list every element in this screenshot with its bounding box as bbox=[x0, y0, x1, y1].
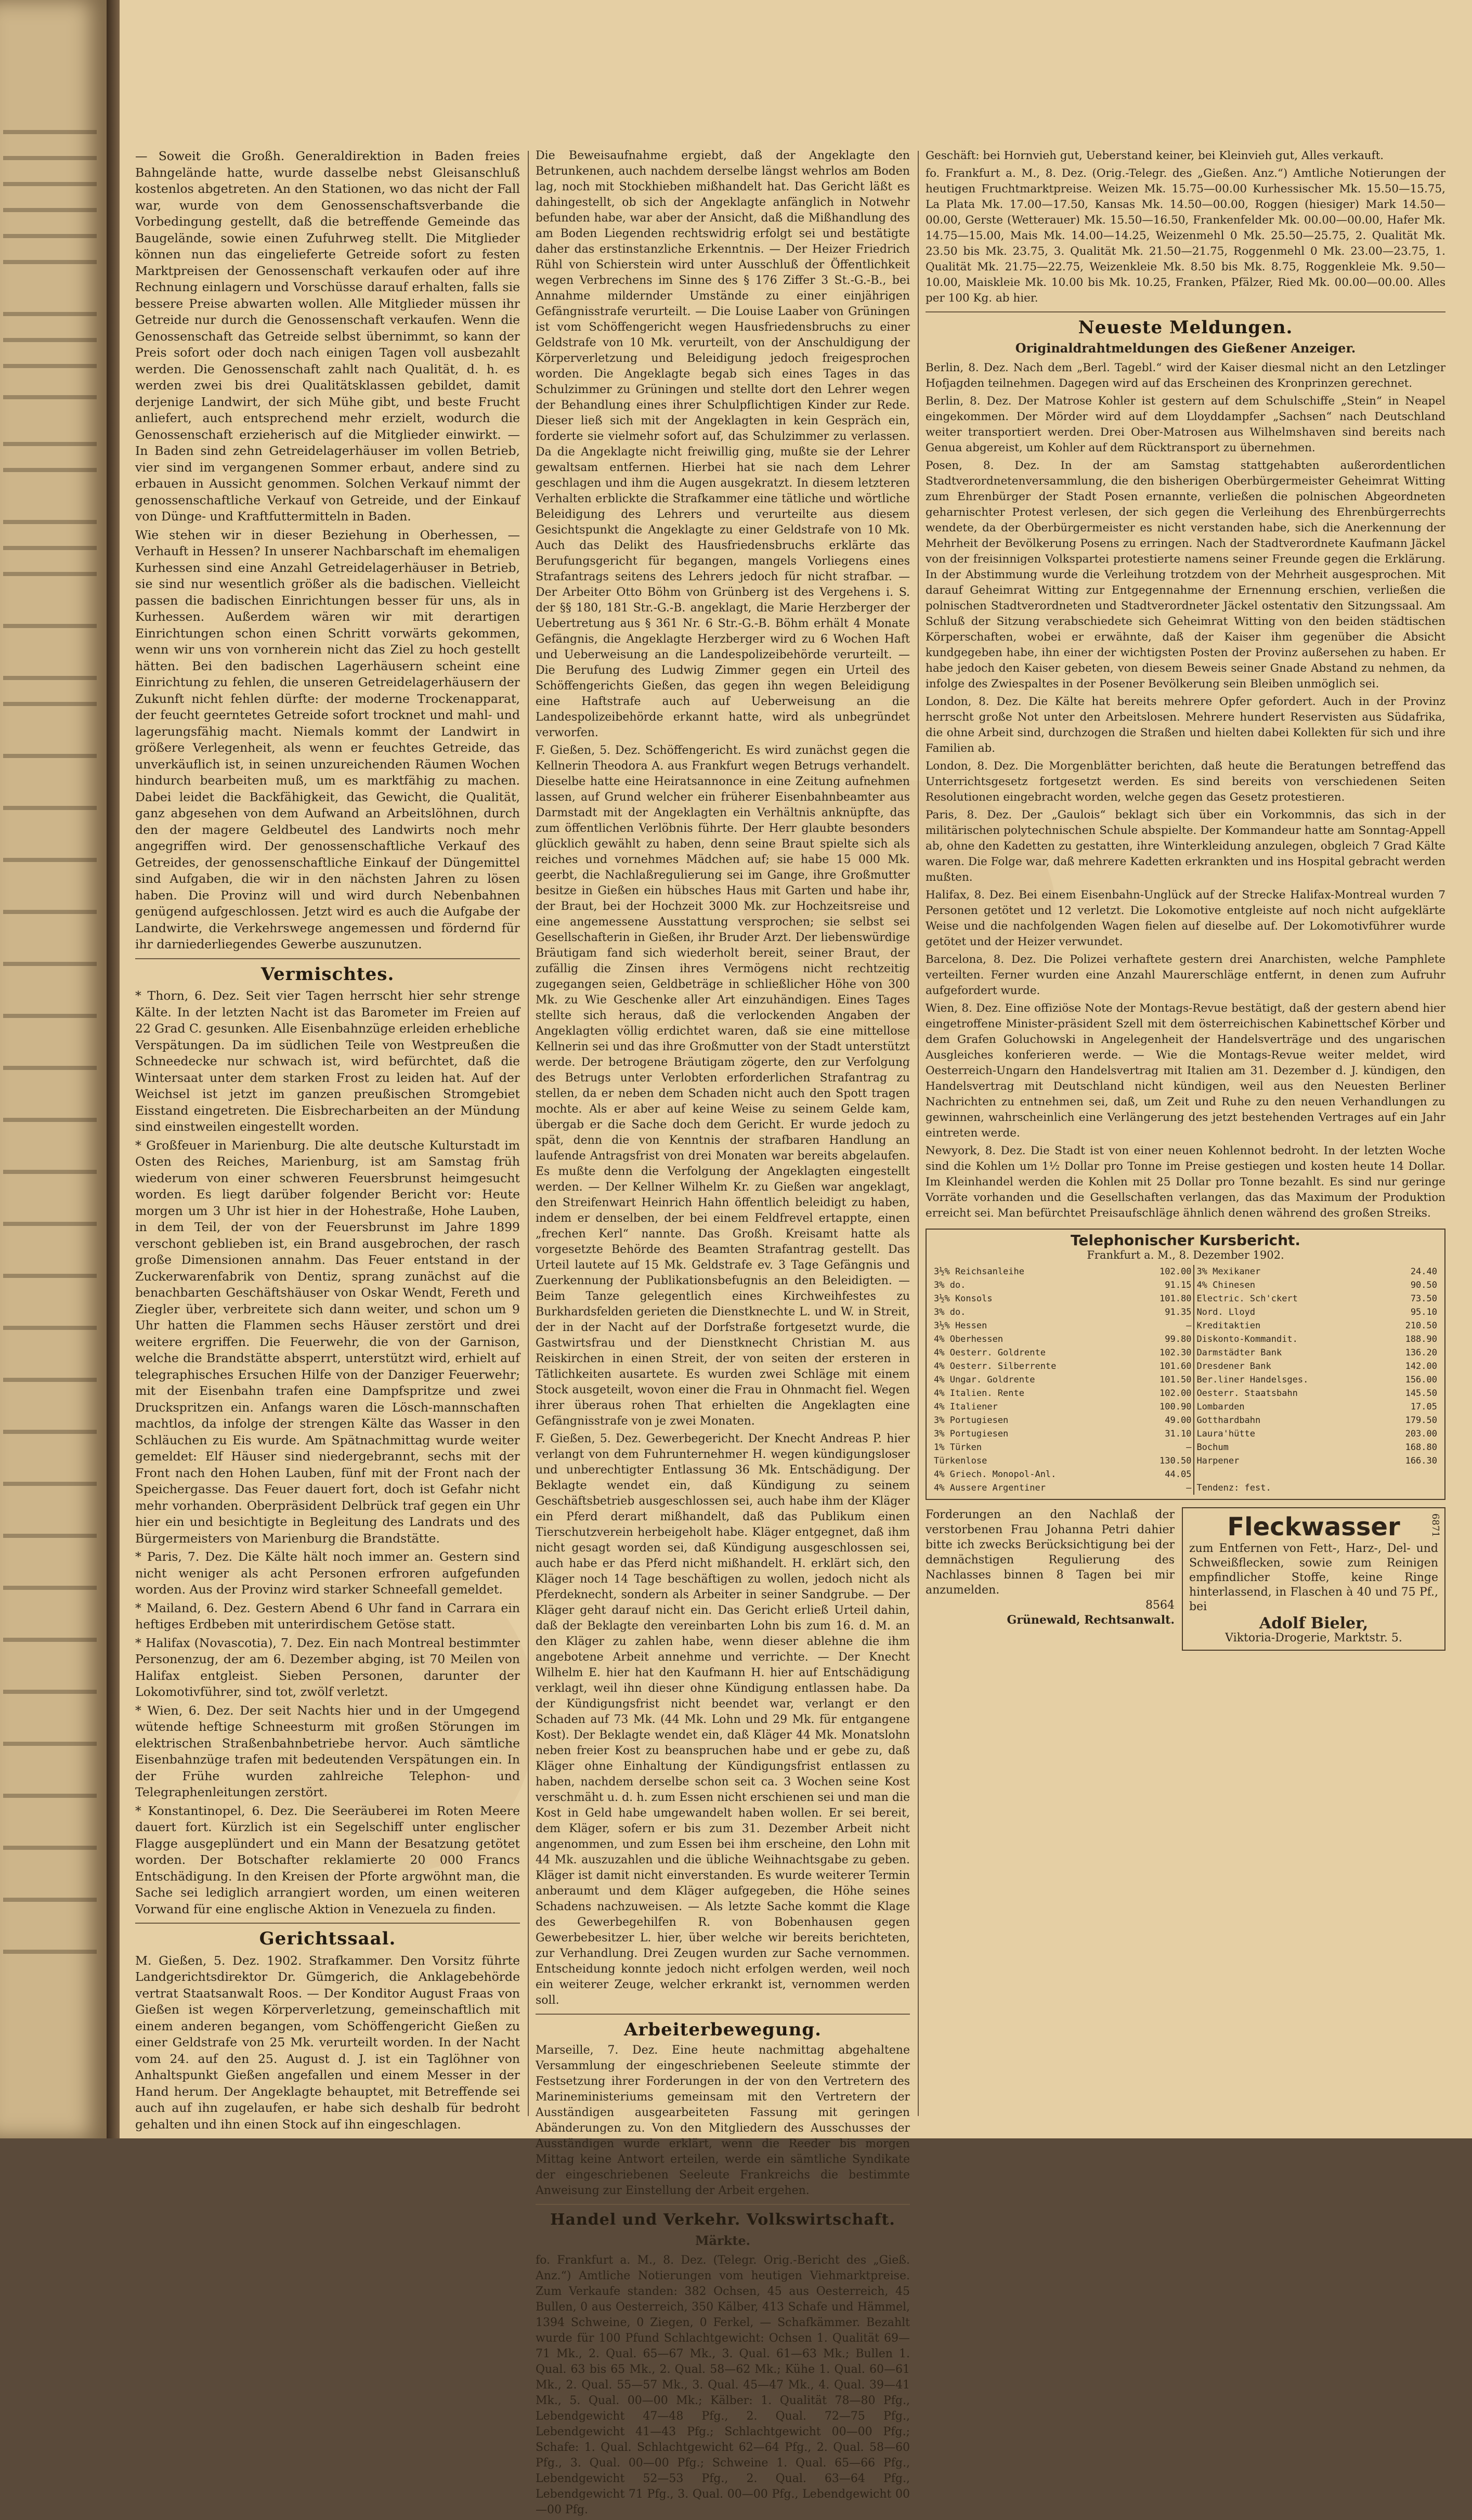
article-paragraph: — Soweit die Großh. Generaldirektion in Baden freies Bahngelände hatte, wurde dasselbe nebst Gleisanschluß kostenlos abgetreten. An den Stationen, wo das nicht der Fall war, wurde von dem Genossenschaftsverbande die Vorbedingung gestellt, daß die betreffende Gemeinde das Baugelände, sowie einen Zufuhrweg stellt. Die Mitglieder können nun das eingelieferte Getreide sofort zu festen Marktpreisen der Genossenschaft verkaufen oder auf ihre Rechnung einlagern und Vorschüsse darauf erhalten, falls sie bessere Preise abwarten wollen. Alle Mitglieder müssen ihr Getreide nur durch die Genossenschaft verkaufen. Wenn die Genossenschaft das Getreide selbst übernimmt, so kann der Preis sofort oder doch nach einigen Tagen voll ausbezahlt werden. Die Genossenschaft zahlt nach Qualität, d. h. es werden zwei bis drei Qualitätsklassen gebildet, damit derjenige Landwirt, der sich Mühe gibt, und beste Frucht anliefert, auch entsprechend mehr erzielt, wodurch die Genossenschaft erzieherisch auf die Mitglieder einwirkt. — In Baden sind zehn Getreidelagerhäuser im vollen Betrieb, vier sind im vergangenen Sommer erbaut, andere sind zu erbauen in Aussicht genommen. Solchen Verkauf nimmt der genossenschaftliche Verkauf von Getreide, und der Einkauf von Dünge- und Kraftfuttermitteln in Baden. bbox=[135, 149, 520, 524]
column-1 bbox=[135, 148, 520, 2135]
article-paragraph: F. Gießen, 5. Dez. Gewerbegericht. Der Knecht Andreas P. hier verlangt von dem Fuhrunternehmer H. wegen kündigungsloser und unberechtigter Entlassung 36 Mk. Entschädigung. Der Beklagte wendet ein, daß Kündigung zu seinem Geschäftsbetrieb ausgeschlossen sei, auch habe ihm der Kläger ein Pferd derart mißhandelt, daß das Publikum einen Tierschutzverein herbeigeholt habe. Kläger entgegnet, daß ihm nicht gesagt worden sei, daß Kündigung ausgeschlossen sei, auch habe er das Pferd nicht mißhandelt. H. erklärt sich, den Kläger noch 14 Tage beschäftigen zu wollen, jedoch nicht als Pferdeknecht, sondern als Arbeiter in seiner Sandgrube. — Der Kläger geht darauf nicht ein. Das Gericht erließ Urteil dahin, daß der Beklagte den vereinbarten Lohn bis zum 16. d. M. an den Kläger zu zahlen habe, wenn dieser ablehne die ihm angebotene Arbeit annehme und verrichte. — Der Knecht Wilhelm E. hier hat den Kaufmann H. hier auf Entschädigung verklagt, weil ihn dieser ohne Kündigung entlassen habe. Da der Kündigungsfrist nicht beendet war, verlangt er den Schaden auf 73 Mk. (44 Mk. Lohn und 29 Mk. für entgangene Kost). Der Beklagte wendet ein, daß Kläger 44 Mk. Monatslohn neben freier Kost zu beanspruchen habe und er gebe zu, daß Kläger ohne Einhaltung der Kündigungsfrist entlassen zu haben, nachdem derselbe schon seit ca. 3 Wochen seine Kost verschmäht u. d. h. zum Essen nicht erschienen sei und man die Kost in Geld habe umgewandelt haben wollen. Er sei bereit, dem Kläger, sofern er bis zum 31. Dezember Arbeit nicht angenommen, und zum Essen bei ihm erscheine, den Lohn mit 44 Mk. auszuzahlen und die übliche Weihnachtsgabe zu geben. Kläger ist damit nicht einverstanden. Es wurde weiterer Termin anberaumt und dem Kläger aufgegeben, die Höhe seines Schadens nachzuweisen. — Als letzte Sache kommt die Klage des Gewerbegehilfen R. von Bobenhausen gegen Gewerbebesitzer L. hier, über welche wir bereits berichteten, zur Verhandlung. Drei Zeugen wurden zur Sache vernommen. Entscheidung konnte jedoch nicht erfolgen werden, weil noch ein weiterer Zeuge, welcher erkrankt ist, vernommen werden soll. bbox=[536, 1432, 910, 2007]
quote-value: 101.50 bbox=[1160, 1375, 1192, 1385]
news-item: * Halifax (Novascotia), 7. Dez. Ein nach Montreal bestimmter Personenzug, der am 6. Dezember abging, ist 70 Meilen von Halifax entgleist. Sieben Personen, darunter der Lokomotivführer, sind tot, zwölf verletzt. bbox=[135, 1635, 520, 1699]
quote-value: 91.15 bbox=[1165, 1280, 1192, 1290]
quote-value: 44.05 bbox=[1165, 1469, 1192, 1480]
column-2 bbox=[536, 148, 910, 2520]
quote-value bbox=[1381, 1481, 1439, 1495]
section-subheading: Originaldrahtmeldungen des Gießener Anzeiger. bbox=[1015, 341, 1356, 356]
book-gutter bbox=[107, 0, 120, 2138]
quote-value: 90.50 bbox=[1410, 1280, 1437, 1290]
quote-row bbox=[932, 1387, 1439, 1400]
quote-name bbox=[1194, 1468, 1381, 1481]
news-item: * Thorn, 6. Dez. Seit vier Tagen herrscht hier sehr strenge Kälte. In der letzten Nacht ist das Barometer im Freien auf 22 Grad C. gesunken. Alle Eisenbahnzüge erleiden erhebliche Verspätungen. Da im südlichen Teile von Westpreußen die Schneedecke nur schwach ist, wird befürchtet, daß die Wintersaat unter dem starken Frost zu leiden hat. Auf der Weichsel ist jetzt im ganzen preußischen Stromgebiet Eisstand eingetreten. Die Eisbrecharbeiten an der Mündung sind einstweilen eingestellt worden. bbox=[135, 988, 520, 1134]
quote-value: 101.80 bbox=[1160, 1294, 1192, 1304]
quote-value: 102.30 bbox=[1160, 1348, 1192, 1358]
quote-name: Lombarden bbox=[1194, 1400, 1381, 1414]
quote-row bbox=[932, 1305, 1439, 1319]
article-paragraph: Marseille, 7. Dez. Eine heute nachmittag abgehaltene Versammlung der eingeschriebenen Seeleute stimmte der Festsetzung ihrer Forderungen in der von den Vertretern des Marineministeriums gemeinsam mit den Vertretern der Ausständigen ausgearbeiteten Fassung mit geringen Abänderungen zu. Von den Mitgliedern des Ausschusses der Ausständigen wurde erklärt, wenn die Reeder bis morgen Mittag keine Antwort erteilen, werde ein sämtliche Syndikate der eingeschriebenen Seeleute Frankreichs die bestimmte Anweisung zur Einstellung der Arbeit ergehen. bbox=[536, 2044, 910, 2197]
quote-name: Nord. Lloyd bbox=[1194, 1305, 1381, 1319]
column-rule bbox=[918, 151, 919, 2116]
stock-table-date: Frankfurt a. M., 8. Dezember 1902. bbox=[1087, 1249, 1284, 1261]
quote-row bbox=[932, 1468, 1439, 1481]
news-item: Paris, 8. Dez. Der „Gaulois“ beklagt sich über ein Vorkommnis, das sich in der militärischen polytechnischen Schule abspielte. Der Kommandeur hatte am Sonntag-Appell ab, ohne den Kadetten zu gestatten, ihre Winterkleidung anzulegen, obgleich 7 Grad Kälte waren. Die Folge war, daß mehrere Kadetten erkrankten und ins Hospital gebracht werden mußten. bbox=[926, 808, 1445, 884]
quote-name: 4% Ungar. Goldrente bbox=[934, 1375, 1035, 1385]
quote-value: 136.20 bbox=[1405, 1348, 1437, 1358]
section-heading: Vermischtes. bbox=[260, 963, 395, 985]
quote-value: 91.35 bbox=[1165, 1307, 1192, 1317]
ad-text: zum Entfernen von Fett-, Harz-, Del- und Schweißflecken, sowie zum Reinigen empfindlicher Stoffe, keine Ringe hinterlassend, in Flaschen à 40 und 75 Pf., bei bbox=[1189, 1542, 1438, 1613]
quote-name: 3% Portugiesen bbox=[934, 1415, 1009, 1426]
quote-value: 168.80 bbox=[1405, 1442, 1437, 1453]
quote-name: 3½% Hessen bbox=[934, 1321, 987, 1331]
quote-row bbox=[932, 1373, 1439, 1387]
news-item: Berlin, 8. Dez. Nach dem „Berl. Tagebl.“ wird der Kaiser diesmal nicht an den Letzlinger Hofjagden teilnehmen. Dagegen wird auf das Erscheinen des Kronprinzen gerechnet. bbox=[926, 361, 1445, 390]
quote-value: 102.00 bbox=[1160, 1266, 1192, 1277]
quote-value: 156.00 bbox=[1405, 1375, 1437, 1385]
quote-value: 73.50 bbox=[1410, 1294, 1437, 1304]
quote-row bbox=[932, 1414, 1439, 1427]
news-item: Posen, 8. Dez. In der am Samstag stattgehabten außerordentlichen Stadtverordnetenversammlung, die den bisherigen Oberbürgermeister Geheimrat Witting zum Ehrenbürger der Stadt Posen ernannte, verließen die polnischen Abgeordneten geharnischter Protest verlesen, der sich gegen die Verleihung des Ehrenbürgerrechts wendete, da der Oberbürgermeister es nicht verstanden habe, sich die Anerkennung der Mehrheit der Bevölkerung Posens zu erringen. Nach der Stadtverordnete Kaufmann Jäckel von der freisinnigen Volkspartei protestierte namens seiner Freunde gegen die Erklärung. In der Abstimmung wurde die Verleihung trotzdem von der Mehrheit ausgesprochen. Mit darauf Geheimrat Witting zur Entgegennahme der Ernennung erschien, verließen die polnischen Stadtverordneten und Stadtverordneter Jäckel ostentativ den Sitzungssaal. Am Schluß der Sitzung verabschiedete sich Geheimrat Witting von den beiden städtischen Körperschaften, wobei er erwähnte, daß der Kaiser ihm gegenüber die Absicht kundgegeben habe, ihn einer der wichtigsten Posten der Provinz außersehen zu haben. Er habe jedoch den Kaiser gebeten, von diesem Beweis seiner Gnade Abstand zu nehmen, da infolge des Zwiespaltes in der Posener Bevölkerung sein Bleiben unmöglich sei. bbox=[926, 459, 1445, 690]
ad-address: Viktoria-Drogerie, Marktstr. 5. bbox=[1225, 1631, 1402, 1644]
section-heading: Gerichtssaal. bbox=[259, 1928, 396, 1949]
ad-merchant-name: Adolf Bieler, bbox=[1259, 1614, 1369, 1633]
quote-value: 145.50 bbox=[1405, 1388, 1437, 1399]
ad-title: Fleckwasser bbox=[1227, 1512, 1400, 1542]
quote-row bbox=[932, 1441, 1439, 1454]
quote-row bbox=[932, 1265, 1439, 1278]
adjacent-page-edge bbox=[0, 0, 107, 2138]
quote-name: 4% Griech. Monopol-Anl. bbox=[934, 1469, 1057, 1480]
news-item: * Wien, 6. Dez. Der seit Nachts hier und in der Umgegend wütende heftige Schneesturm mit großen Störungen im elektrischen Straßenbahnbetriebe hervor. Auch sämtliche Eisenbahnzüge trafen mit bedeutenden Verspätungen ein. In der Frühe wurden zahlreiche Telephon- und Telegraphenleitungen zerstört. bbox=[135, 1703, 520, 1799]
quote-name: Dresdener Bank bbox=[1194, 1360, 1381, 1373]
news-item: * Großfeuer in Marienburg. Die alte deutsche Kulturstadt im Osten des Reiches, Marienburg, ist am Samstag früh wiederum von einer schweren Feuersbrunst heimgesucht worden. Es liegt darüber folgender Bericht vor: Heute morgen um 3 Uhr ist hier in der Hohestraße, Hohe Lauben, in dem Teil, der von der Feuersbrunst im Jahre 1899 verschont geblieben ist, ein Brand ausgebrochen, der rasch große Dimensionen annahm. Das Feuer entstand in der Zuckerwarenfabrik von Dentiz, sprang zunächst auf die benachbarten Geschäftshäuser von Oskar Wendt, Fereth und Ziegler über, verbreitete sich dann weiter, und schon um 9 Uhr hatten die Flammen sechs Häuser zerstört und drei weitere ergriffen. Die Feuerwehr, die von der Garnison, welche die Brandstätte absperrt, unterstützt wird, erhielt auf telegraphisches Ersuchen Hilfe von der Danziger Feuerwehr; mit der Eisenbahn trafen eine Dampfspritze und zwei Druckspritzen ein. Anfangs waren die Lösch-mannschaften machtlos, da infolge der strengen Kälte das Wasser in den Schläuchen zu Eis wurde. Am Spätnachmittag wurde weiter gemeldet: Elf Häuser sind niedergebrannt, sechs mit der Front nach den Hohen Lauben, fünf mit der Front nach der Speichergasse. Das Feuer dauert fort, doch ist Gefahr nicht mehr vorhanden. Oberpräsident Delbrück traf gegen ein Uhr hier ein und besichtigte in Begleitung des Landrats und des Bürgermeisters von Marienburg die Brandstätte. bbox=[135, 1138, 520, 1546]
news-item: London, 8. Dez. Die Morgenblätter berichten, daß heute die Beratungen betreffend das Unterrichtsgesetz fortgesetzt werden. Es sind bereits von verschiedenen Seiten Resolutionen eingebracht worden, welche gegen das Gesetz protestieren. bbox=[926, 760, 1445, 804]
quote-value: 179.50 bbox=[1405, 1415, 1437, 1426]
quote-table bbox=[932, 1265, 1439, 1495]
section-heading: Neueste Meldungen. bbox=[1078, 317, 1293, 338]
section-heading: Arbeiterbewegung. bbox=[624, 2019, 822, 2040]
news-item: Newyork, 8. Dez. Die Stadt ist von einer neuen Kohlennot bedroht. In der letzten Woche sind die Kohlen um 1½ Dollar pro Tonne im Preise gestiegen und kosten heute 14 Dollar. Im Kleinhandel werden die Kohlen mit 25 Dollar pro Tonne bezahlt. Es sind nur geringe Vorräte vorhanden und die Gesellschaften verlangen, das das Maximum der Produktion erreicht sei. Man befürchtet Preisaufschläge ähnlich denen während des großen Streiks. bbox=[926, 1144, 1445, 1220]
quote-name: Ber.liner Handelsges. bbox=[1194, 1373, 1381, 1387]
section-subheading: Märkte. bbox=[695, 2233, 751, 2248]
quote-name: Diskonto-Kommandit. bbox=[1194, 1333, 1381, 1346]
quote-row bbox=[932, 1454, 1439, 1468]
quote-row bbox=[932, 1481, 1439, 1495]
quote-row bbox=[932, 1346, 1439, 1360]
quote-name: Tendenz: fest. bbox=[1194, 1481, 1381, 1495]
quote-row bbox=[932, 1427, 1439, 1441]
quote-name: 3% do. bbox=[934, 1307, 966, 1317]
stock-table-title: Telephonischer Kursbericht. bbox=[1070, 1232, 1301, 1249]
fleckwasser-advertisement bbox=[1182, 1507, 1445, 1651]
quote-row bbox=[932, 1333, 1439, 1346]
quote-value: 99.80 bbox=[1165, 1334, 1192, 1344]
article-paragraph: Geschäft: bei Hornvieh gut, Ueberstand keiner, bei Kleinvieh gut, Alles verkauft. bbox=[926, 149, 1384, 162]
quote-name: 4% Italiener bbox=[934, 1402, 998, 1412]
news-item: * Paris, 7. Dez. Die Kälte hält noch immer an. Gestern sind nicht weniger als acht Personen erfroren aufgefunden worden. Aus der Provinz wird starker Schneefall gemeldet. bbox=[135, 1549, 520, 1597]
news-item: Wien, 8. Dez. Eine offiziöse Note der Montags-Revue bestätigt, daß der gestern abend hier eingetroffene Minister-präsident Szell mit dem österreichischen Kabinettschef Körber und dem Grafen Goluchowski in Angelegenheit der Handelsverträge und des ungarischen Ausgleiches konferieren werde. — Wie die Montags-Revue weiter meldet, wird Oesterreich-Ungarn den Handelsvertrag mit Italien am 31. Dezember d. J. kündigen, den Handelsvertrag mit Deutschland nicht kündigen, weil aus den Neuesten Berliner Nachrichten zu entnehmen sei, daß, um Zeit und Ruhe zu den neuen Verhandlungen zu gewinnen, wahrscheinlich eine Verlängerung des jetzt bestehenden Vertrages auf ein Jahr eintreten werde. bbox=[926, 1002, 1445, 1140]
quote-value: 100.90 bbox=[1160, 1402, 1192, 1412]
quote-value: — bbox=[1186, 1321, 1192, 1331]
quote-value: 101.60 bbox=[1160, 1361, 1192, 1372]
quote-name: 3% do. bbox=[934, 1280, 966, 1290]
column-rule bbox=[528, 151, 529, 2116]
news-item: Berlin, 8. Dez. Der Matrose Kohler ist gestern auf dem Schulschiffe „Stein“ in Neapel eingekommen. Der Mörder wird auf dem Lloyddampfer „Sachsen“ nach Deutschland weiter transportiert werden. Drei Ober-Matrosen aus Wilhelmshaven sind bereits nach Genua abgereist, um Kohler auf dem Rücktransport zu übernehmen. bbox=[926, 395, 1445, 454]
quote-row bbox=[932, 1278, 1439, 1292]
quote-name: 4% Oesterr. Goldrente bbox=[934, 1348, 1046, 1358]
news-item: Halifax, 8. Dez. Bei einem Eisenbahn-Unglück auf der Strecke Halifax-Montreal wurden 7 Personen getötet und 12 verletzt. Die Lokomotive entgleiste auf noch nicht aufgeklärte Weise und die nachfolgenden Wagen fielen auf dieselbe auf. Der Lokomotivführer wurde getötet und der Heizer verwundet. bbox=[926, 889, 1445, 948]
stock-quote-table bbox=[926, 1229, 1445, 1500]
section-heading: Handel und Verkehr. Volkswirtschaft. bbox=[550, 2211, 895, 2229]
quote-name: Oesterr. Staatsbahn bbox=[1194, 1387, 1381, 1400]
news-item: * Konstantinopel, 6. Dez. Die Seeräuberei im Roten Meere dauert fort. Kürzlich ist ein Segelschiff unter englischer Flagge ausgeplündert und ein Mann der Besatzung getötet worden. Der Botschafter reklamierte 20 000 Francs Entschädigung. In den Kreisen der Pforte argwöhnt man, die Sache sei lediglich arrangiert worden, um einen weiteren Vorwand für eine englische Aktion in Venezuela zu finden. bbox=[135, 1803, 520, 1916]
quote-value: 49.00 bbox=[1165, 1415, 1192, 1426]
quote-name: Gotthardbahn bbox=[1194, 1414, 1381, 1427]
quote-name: 3% Mexikaner bbox=[1194, 1265, 1381, 1278]
quote-name: 3½% Konsols bbox=[934, 1294, 993, 1304]
column-3 bbox=[926, 148, 1445, 1651]
quote-name: Kreditaktien bbox=[1194, 1319, 1381, 1333]
quote-value: 17.05 bbox=[1410, 1402, 1437, 1412]
news-item: Barcelona, 8. Dez. Die Polizei verhaftete gestern drei Anarchisten, welche Pamphlete verteilten. Ferner wurden eine Anzahl Maurerschläge entfernt, in denen zum Aufruhr aufgefordert wurde. bbox=[926, 953, 1445, 997]
quote-row bbox=[932, 1292, 1439, 1305]
quote-value: 130.50 bbox=[1160, 1456, 1192, 1466]
article-paragraph: Wie stehen wir in dieser Beziehung in Oberhessen, — Verhauft in Hessen? In unserer Nachbarschaft im ehemaligen Kurhessen sind eine Anzahl Getreidelagerhäuser in Betrieb, sie sind nur wesentlich größer als die badischen. Vielleicht passen die badischen Einrichtungen besser für uns, als in Kurhessen. Außerdem wären wir mit derartigen Einrichtungen schon einen Schritt vorwärts gekommen, wenn wir uns von vornherein nicht das Ziel zu hoch gestellt hätten. Bei den badischen Lagerhäusern scheint eine Einrichtung zu fehlen, die unseren Getreidelagerhäusern der Zukunft nicht fehlen dürfte: der moderne Trockenapparat, der feucht geerntetes Getreide sofort trocknet und mahl- und lagerungsfähig macht. Niemals kommt der Landwirt in größere Verlegenheit, als wenn er feuchtes Getreide, das unverkäuflich ist, in seinen unzureichenden Räumen Wochen hindurch bearbeiten muß, um es marktfähig zu machen. Dabei leidet die Backfähigkeit, das Gewicht, die Qualität, ganz abgesehen von dem Aufwand an Arbeitslöhnen, durch den der magere Geldbeutel des Landwirts noch mehr angegriffen wird. Der genossenschaftliche Verkauf des Getreides, der genossenschaftliche Einkauf der Düngemittel sind Aufgaben, die wir in den nächsten Jahren zu lösen haben. Die Provinz will und wird durch Nebenbahnen genügend aufgeschlossen. Jetzt wird es auch die Aufgabe der Landwirte, die Verkehrswege angemessen und fördernd für ihr darniederliegendes Gewerbe auszunutzen. bbox=[135, 527, 520, 951]
quote-value: 142.00 bbox=[1405, 1361, 1437, 1372]
article-paragraph: fo. Frankfurt a. M., 8. Dez. (Orig.-Telegr. des „Gießen. Anz.“) Amtliche Notierungen der heutigen Fruchtmarktpreise. Weizen Mk. 15.75—00.00 Kurhessischer Mk. 15.50—15.75, La Plata Mk. 17.00—17.50, Kansas Mk. 14.50—00.00, Roggen (hiesiger) Mark 14.50—00.00, Gerste (Wetterauer) Mk. 15.50—16.50, Frankenfelder Mk. 00.00—00.00, Hafer Mk. 14.75—15.00, Mais Mk. 14.00—14.25, Weizenmehl 0 Mk. 25.50—25.75, 2. Qualität Mk. 23.50 bis Mk. 23.75, 3. Qualität Mk. 21.50—21.75, Roggenmehl 0 Mk. 23.00—23.75, 1. Qualität Mk. 21.75—22.75, Weizenkleie Mk. 8.50 bis Mk. 8.75, Roggenkleie Mk. 9.50—10.00, Maiskleie Mk. 10.00 bis Mk. 10.25, Franken, Pfälzer, Ried Mk. 00.00—00.00. Alles per 100 Kg. ab hier. bbox=[926, 167, 1445, 305]
quote-value: 210.50 bbox=[1405, 1321, 1437, 1331]
quote-value: 24.40 bbox=[1410, 1266, 1437, 1277]
quote-name: Laura'hütte bbox=[1194, 1427, 1381, 1441]
news-item: London, 8. Dez. Die Kälte hat bereits mehrere Opfer gefordert. Auch in der Provinz herrscht große Not unter den Arbeitslosen. Mehrere hundert Reservisten aus Südafrika, die ohne Arbeit sind, durchzogen die Straßen und hielten dabei Kollekten für sich und ihre Familien ab. bbox=[926, 695, 1445, 755]
notice-text: Forderungen an den Nachlaß der verstorbenen Frau Johanna Petri dahier bitte ich zwecks Berücksichtigung bei der demnächstigen Regulierung des Nachlasses binnen 8 Tagen bei mir anzumelden. bbox=[926, 1508, 1175, 1597]
article-paragraph: fo. Frankfurt a. M., 8. Dez. (Telegr. Orig.-Bericht des „Gieß. Anz.“) Amtliche Notierungen vom heutigen Viehmarktpreise. Zum Verkaufe standen: 382 Ochsen, 45 aus Oesterreich, 45 Bullen, 0 aus Oesterreich, 350 Kälber, 413 Schafe und Hämmel, 1394 Schweine, 0 Ziegen, 0 Ferkel, — Schafkämmer. Bezahlt wurde für 100 Pfund Schlachtgewicht: Ochsen 1. Qualität 69—71 Mk., 2. Qual. 65—67 Mk., 3. Qual. 61—63 Mk.; Bullen 1. Qual. 63 bis 65 Mk., 2. Qual. 58—62 Mk.; Kühe 1. Qual. 60—61 Mk., 2. Qual. 55—57 Mk., 3. Qual. 45—47 Mk., 4. Qual. 39—41 Mk., 5. Qual. 00—00 Mk.; Kälber: 1. Qualität 78—80 Pfg., Lebendgewicht 47—48 Pfg., 2. Qual. 72—75 Pfg., Lebendgewicht 41—43 Pfg.; Schlachtgewicht 00—00 Pfg.; Schafe: 1. Qual. Schlachtgewicht 62—64 Pfg., 2. Qual. 58—60 Pfg., 3. Qual. 00—00 Pfg.; Schweine 1. Qual. 65—66 Pfg., Lebendgewicht 52—53 Pfg., 2. Qual. 63—64 Pfg., Lebendgewicht 71 Pfg., 3. Qual. 00—00 Pfg., Lebendgewicht 00—00 Pfg. bbox=[536, 2254, 910, 2516]
notice-advertisement bbox=[926, 1507, 1175, 1651]
news-item: * Mailand, 6. Dez. Gestern Abend 6 Uhr fand in Carrara ein heftiges Erdbeben mit unterirdischem Getöse statt. bbox=[135, 1600, 520, 1631]
quote-name: 3½% Reichsanleihe bbox=[934, 1266, 1024, 1277]
quote-name: 1% Türken bbox=[934, 1442, 982, 1453]
quote-value: — bbox=[1186, 1483, 1192, 1493]
quote-value: — bbox=[1186, 1442, 1192, 1453]
quote-name: Electric. Sch'ckert bbox=[1194, 1292, 1381, 1305]
quote-name: 4% Chinesen bbox=[1194, 1278, 1381, 1292]
quote-value: 102.00 bbox=[1160, 1388, 1192, 1399]
ad-number: 6871 bbox=[1430, 1513, 1441, 1537]
quote-name: 4% Oberhessen bbox=[934, 1334, 1004, 1344]
quote-row bbox=[932, 1360, 1439, 1373]
quote-row bbox=[932, 1319, 1439, 1333]
article-paragraph: Die Beweisaufnahme ergiebt, daß der Angeklagte den Betrunkenen, auch nachdem derselbe längst wehrlos am Boden lag, noch mit Stockhieben mißhandelt hat. Das Gericht läßt es dahingestellt, ob sich der Angeklagte anfänglich in Notwehr befunden habe, war aber der Ansicht, daß die Mißhandlung des am Boden Liegenden rechtswidrig erfolgt sei und bestätigte daher das erstinstanzliche Erkenntnis. — Der Heizer Friedrich Rühl von Schierstein wird unter Ausschluß der Öffentlichkeit wegen Verbrechens im Sinne des § 176 Ziffer 3 St.-G.-B., bei Annahme mildernder Umstände zu einer einjährigen Gefängnisstrafe verurteilt. — Die Louise Laaber von Grüningen ist vom Schöffengericht wegen Hausfriedensbruchs zu einer Geldstrafe von 10 Mk. verurteilt, von der Anschuldigung der Körperverletzung und Beleidigung jedoch freigesprochen worden. Die Angeklagte begab sich eines Tages in das Schulzimmer zu Grüningen und stellte dort den Lehrer wegen der Behandlung eines ihrer Schulpflichtigen Kinder zur Rede. Dieser ließ sich mit der Angeklagten in kein Gespräch ein, forderte sie vielmehr sofort auf, das Schulzimmer zu verlassen. Da die Angeklagte nicht freiwillig ging, mußte sie der Lehrer gewaltsam entfernen. Hierbei hat sie nach dem Lehrer geschlagen und ihm die Augen ausgekratzt. In diesem letzteren Verhalten erblickte die Strafkammer eine tätliche und wörtliche Beleidigung des Lehrers und verurteilte aus diesem Gesichtspunkt die Angeklagte zu einer Geldstrafe von 10 Mk. Auch das Delikt des Hausfriedensbruchs erklärte das Berufungsgericht für begangen, mangels Vorliegens eines Strafantrags seitens des Lehrers jedoch für nicht strafbar. — Der Arbeiter Otto Böhm von Grünberg ist des Vergehens i. S. der §§ 180, 181 Str.-G.-B. angeklagt, die Marie Herzberger der Uebertretung aus § 361 Nr. 6 Str.-G.-B. Böhm erhält 4 Monate Gefängnis, die Angeklagte Herzberger wird zu 6 Wochen Haft und Ueberweisung an die Landespolizeibehörde verurteilt. — Die Berufung des Ludwig Zimmer gegen ein Urteil des Schöffengerichts Gießen, das gegen ihn wegen Beleidigung eine Haftstrafe auch auf Ueberweisung an die Landespolizeibehörde erkannt hatte, wird als unbegründet verworfen. bbox=[536, 149, 910, 739]
quote-row bbox=[932, 1400, 1439, 1414]
quote-value: 166.30 bbox=[1405, 1456, 1437, 1466]
quote-value: 188.90 bbox=[1405, 1334, 1437, 1344]
notice-number: 8564 bbox=[1145, 1599, 1175, 1612]
quote-name: Darmstädter Bank bbox=[1194, 1346, 1381, 1360]
newspaper-page bbox=[120, 0, 1472, 2516]
quote-value bbox=[1381, 1468, 1439, 1481]
quote-name: Türkenlose bbox=[934, 1456, 987, 1466]
quote-value: 203.00 bbox=[1405, 1429, 1437, 1439]
news-item: M. Gießen, 5. Dez. 1902. Strafkammer. Den Vorsitz führte Landgerichtsdirektor Dr. Gümgerich, die Anklagebehörde vertrat Staatsanwalt Roos. — Der Konditor August Fraas von Gießen ist wegen Körperverletzung, gemeinschaftlich mit einem anderen begangen, vom Schöffengericht Gießen zu einer Geldstrafe von 25 Mk. verurteilt worden. In der Nacht vom 24. auf den 25. August d. J. ist ein Taglöhner von Anhaltspunkt Gießen angefallen und einem Messer in der Hand herum. Der Angeklagte behauptet, mit Betreffende sei auch auf ihn zugelaufen, er habe sich deshalb für bedroht gehalten und ihn einen Stock auf ihn eingeschlagen. bbox=[135, 1953, 520, 2132]
quote-value: 31.10 bbox=[1165, 1429, 1192, 1439]
quote-name: 3% Portugiesen bbox=[934, 1429, 1009, 1439]
quote-name: 4% Aussere Argentiner bbox=[934, 1483, 1046, 1493]
quote-name: Harpener bbox=[1194, 1454, 1381, 1468]
quote-name: Bochum bbox=[1194, 1441, 1381, 1454]
article-paragraph: F. Gießen, 5. Dez. Schöffengericht. Es wird zunächst gegen die Kellnerin Theodora A. aus Frankfurt wegen Betrugs verhandelt. Dieselbe hatte eine Heiratsannonce in eine Zeitung aufnehmen lassen, auf Grund welcher ein früherer Eisenbahnbeamter aus Darmstadt mit der Angeklagten ein Verhältnis anknüpfte, das zum öffentlichen Verlöbnis führte. Der Herr glaubte besonders glücklich gewählt zu haben, denn seine Braut spielte sich als reiches und vornehmes Mädchen auf; sie habe 15 000 Mk. geerbt, die Nachlaßregulierung sei im Gange, ihre Großmutter besitze in Gießen ein hübsches Haus mit Garten und habe ihr, der Braut, bei der Hochzeit 3000 Mk. zur Hochzeitsreise und eine angemessene Ausstattung versprochen; sie selbst sei Gesellschafterin in Gießen, ihr Bruder Arzt. Der liebenswürdige Bräutigam fand sich wiederholt bereit, seiner Braut, der zufällig die Zinsen ihres Vermögens nicht rechtzeitig zugegangen seien, Geldbeträge in schließlicher Höhe von 300 Mk. zu Wie Geschenke aller Art einzuhändigen. Eines Tages stellte sich heraus, daß die verlockenden Angaben der Angeklagten völlig erdichtet waren, daß sie eine mittellose Kellnerin sei und das ihre Großmutter von der Stadt unterstützt werde. Der betrogene Bräutigam zögerte, den zur Verfolgung des Betrugs unter Verlobten erforderlichen Strafantrag zu stellen, da er neben dem Schaden nicht auch den Spott tragen mochte. Als er aber auf keine Weise zu seinem Gelde kam, übergab er die Sache doch dem Gericht. Er wurde jedoch zu spät, denn die von Kenntnis der strafbaren Handlung an laufende Antragsfrist von drei Monaten war bereits abgelaufen. Es mußte denn die Verfolgung der Angeklagten eingestellt werden. — Der Kellner Wilhelm Kr. zu Gießen war angeklagt, den Streifenwart Heinrich Hahn öffentlich beleidigt zu haben, indem er denselben, der bei einem Feldfrevel ertappte, einen „frechen Kerl“ nannte. Das Großh. Kreisamt hatte als vorgesetzte Behörde des Beamten Strafantrag gestellt. Das Urteil lautete auf 15 Mk. Geldstrafe ev. 3 Tage Gefängnis und Zuerkennung der Publikationsbefugnis an den Beleidigten. — Beim Tanze gelegentlich eines Kirchweihfestes zu Burkhardsfelden gerieten die Dienstknechte L. und W. in Streit, der in der Nacht auf der Dorfstraße fortgesetzt wurde, die Gastwirtsfrau und der Dienstknecht Christian M. aus Reiskirchen in einen Streit, der von seiten der ersteren in Tätlichkeiten ausartete. Es wurden zwei Schläge mit einem Stock ausgeteilt, wovon einer die Frau in Ohnmacht fiel. Wegen ihrer überaus rohen That erhielten die Angeklagten eine Gefängnisstrafe von je zwei Monaten. bbox=[536, 744, 910, 1428]
quote-value: 95.10 bbox=[1410, 1307, 1437, 1317]
quote-name: 4% Oesterr. Silberrente bbox=[934, 1361, 1057, 1372]
notice-signature: Grünewald, Rechtsanwalt. bbox=[1007, 1613, 1175, 1627]
quote-name: 4% Italien. Rente bbox=[934, 1388, 1024, 1399]
